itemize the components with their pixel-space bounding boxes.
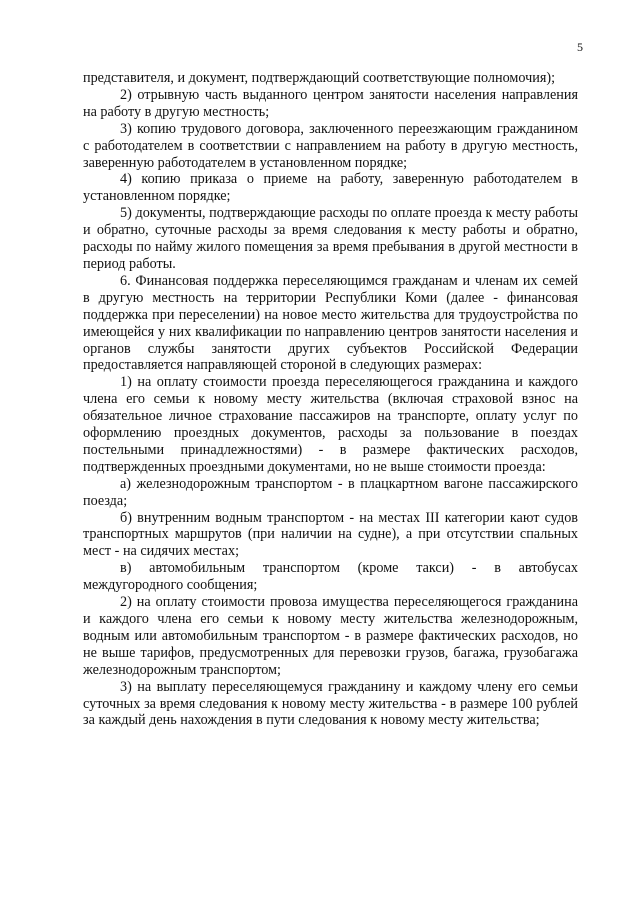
paragraph-subitem-2: 2) на оплату стоимости провоза имущества переселяющегося гражданина и каждого члена его семьи к новому месту жительства железнодорожным, водным или автомобильным транспортом - в размере фактических расходов, но не выше тарифов, предусмотренных для перевозки грузов, багажа, грузобагажа железнодорожным транспортом; bbox=[83, 594, 578, 678]
paragraph-item-5: 5) документы, подтверждающие расходы по оплате проезда к месту работы и обратно, суточные расходы за время следования к месту работы и обратно, расходы по найму жилого помещения за время пребывания в другой местности в период работы. bbox=[83, 205, 578, 272]
paragraph-item-3: 3) копию трудового договора, заключенного переезжающим гражданином с работодателем в соответствии с направлением на работу в другую местность, заверенную работодателем в установленном порядке; bbox=[83, 120, 578, 171]
paragraph-item-4: 4) копию приказа о приеме на работу, заверенную работодателем в установленном порядке; bbox=[83, 171, 578, 205]
paragraph-section-6: 6. Финансовая поддержка переселяющимся гражданам и членам их семей в другую местность на территории Республики Коми (далее - финансовая поддержка при переселении) на новое место жительства для трудоустройства по имеющейся у них квалификации по направлению центров занятости населения и органов службы занятости других субъектов Российской Федерации предоставляется направляющей стороной в следующих размерах: bbox=[83, 272, 578, 374]
paragraph-subitem-1: 1) на оплату стоимости проезда переселяющегося гражданина и каждого члена его семьи к новому месту жительства (включая страховой взнос на обязательное личное страхование пассажиров на транспорте, оплату услуг по оформлению проездных документов, расходы за пользование в поездах постельными принадлежностями) - в размере фактических расходов, подтвержденных проездными документами, но не выше стоимости проезда: bbox=[83, 374, 578, 475]
document-body bbox=[83, 70, 578, 729]
paragraph-continuation: представителя, и документ, подтверждающий соответствующие полномочия); bbox=[83, 70, 556, 86]
paragraph-subitem-a: а) железнодорожным транспортом - в плацкартном вагоне пассажирского поезда; bbox=[83, 475, 578, 509]
paragraph-subitem-3: 3) на выплату переселяющемуся гражданину и каждому члену его семьи суточных за время следования к новому месту жительства - в размере 100 рублей за каждый день нахождения в пути следования к новому месту жительства; bbox=[83, 678, 578, 729]
paragraph-subitem-b: б) внутренним водным транспортом - на местах III категории кают судов транспортных маршрутов (при наличии на судне), а при отсутствии спальных мест - на сидячих местах; bbox=[83, 509, 578, 560]
paragraph-item-2: 2) отрывную часть выданного центром занятости населения направления на работу в другую местность; bbox=[83, 86, 578, 120]
paragraph-subitem-v: в) автомобильным транспортом (кроме такси) - в автобусах междугородного сообщения; bbox=[83, 560, 578, 594]
page-number: 5 bbox=[577, 40, 583, 54]
